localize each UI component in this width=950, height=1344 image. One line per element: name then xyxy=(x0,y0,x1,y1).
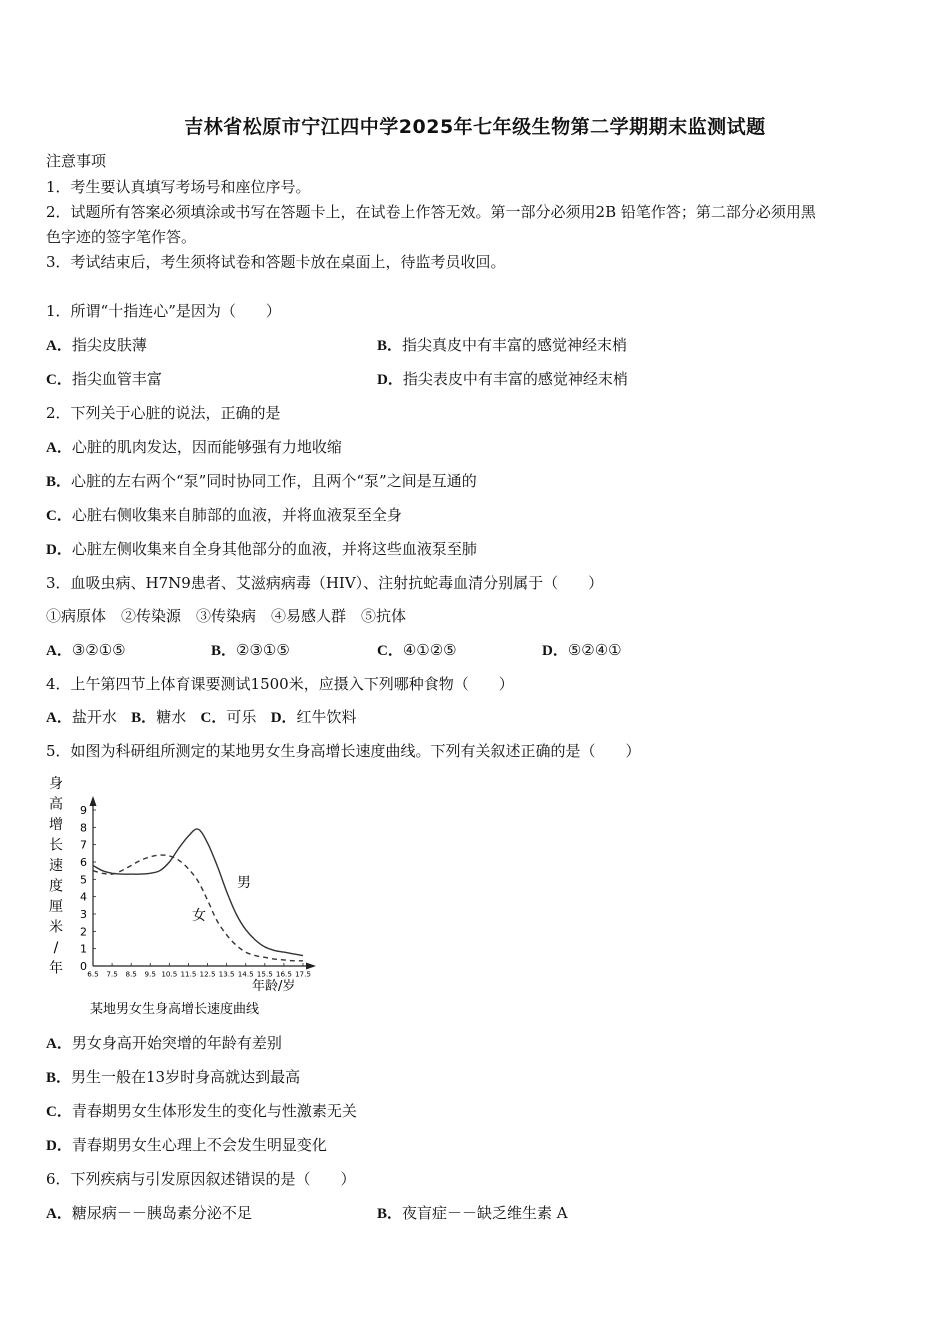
q3-option-d[interactable] xyxy=(542,640,622,661)
option-letter: D． xyxy=(46,1138,72,1154)
q1-option-c[interactable] xyxy=(46,369,162,390)
y-axis-label-char: 度 xyxy=(49,878,63,895)
option-letter: A． xyxy=(46,338,72,354)
x-tick-label: 16.5 xyxy=(275,969,292,979)
q6-option-b[interactable] xyxy=(377,1203,568,1224)
notice-item-2: 2．试题所有答案必须填涂或书写在答题卡上，在试卷上作答无效。第一部分必须用2B 铅笔作答；第二部分必须用黑 xyxy=(46,203,816,221)
x-tick-label: 7.5 xyxy=(106,969,118,979)
q2-option-b[interactable] xyxy=(46,471,477,492)
y-tick-label: 3 xyxy=(80,908,87,921)
x-tick-label: 8.5 xyxy=(125,969,137,979)
option-text: 心脏左侧收集来自全身其他部分的血液，并将这些血液泵至肺 xyxy=(71,540,477,558)
option-letter: B． xyxy=(211,643,237,659)
option-text: 指尖血管丰富 xyxy=(71,370,162,388)
q5-option-c[interactable] xyxy=(46,1101,357,1122)
option-text: 心脏右侧收集来自肺部的血液，并将血液泵至全身 xyxy=(71,506,402,524)
option-letter: D． xyxy=(46,542,72,558)
x-tick-label: 17.5 xyxy=(294,969,312,979)
q4-stem: 4．上午第四节上体育课要测试1500米，应摄入下列哪种食物（ ） xyxy=(46,675,514,693)
y-tick-label: 4 xyxy=(80,890,87,904)
q5-option-d[interactable] xyxy=(46,1135,327,1156)
y-axis-label-char: 速 xyxy=(49,858,63,874)
series-label-male: 男 xyxy=(237,875,251,891)
option-letter: C． xyxy=(377,643,403,659)
q3-option-b[interactable] xyxy=(211,640,290,661)
x-tick-label: 9.5 xyxy=(144,969,156,979)
x-tick-label: 15.5 xyxy=(256,969,273,979)
q2-option-d[interactable] xyxy=(46,539,477,560)
q2-option-c[interactable] xyxy=(46,505,402,526)
option-letter: A． xyxy=(46,440,72,456)
q1-option-a[interactable] xyxy=(46,335,147,356)
option-text: 心脏的肌肉发达，因而能够强有力地收缩 xyxy=(71,438,342,456)
x-axis-arrow xyxy=(306,963,316,970)
option-letter: C． xyxy=(46,508,72,524)
series xyxy=(93,829,303,961)
y-tick-label: 2 xyxy=(80,925,87,939)
y-axis-label-char: 厘 xyxy=(49,899,63,915)
option-text: 男女身高开始突增的年龄有差别 xyxy=(71,1034,282,1052)
option-letter: D． xyxy=(270,710,297,726)
x-ticks xyxy=(87,963,311,979)
q4-option-a[interactable] xyxy=(46,708,117,726)
x-axis-label: 年龄/岁 xyxy=(252,979,296,994)
option-text: 指尖表皮中有丰富的感觉神经末梢 xyxy=(402,370,628,388)
q3-stem: 3．血吸虫病、H7N9患者、艾滋病病毒（HIV）、注射抗蛇毒血清分别属于（ ） xyxy=(46,574,604,592)
y-axis-label-char: 米 xyxy=(49,919,63,936)
y-tick-label: 0 xyxy=(80,960,87,973)
option-letter: B． xyxy=(377,1206,403,1222)
option-text: 糖水 xyxy=(156,708,187,726)
option-text: ③②①⑤ xyxy=(71,641,126,659)
option-letter: B． xyxy=(46,1070,72,1086)
y-axis-arrow xyxy=(90,796,97,806)
q5-stem: 5．如图为科研组所测定的某地男女生身高增长速度曲线。下列有关叙述正确的是（ ） xyxy=(46,742,641,760)
q4-option-b[interactable] xyxy=(131,708,186,726)
q2-option-a[interactable] xyxy=(46,437,342,458)
y-axis-label-char: 长 xyxy=(49,837,63,854)
q4-option-c[interactable] xyxy=(201,708,257,726)
y-axis-label-char: 身 xyxy=(49,776,63,792)
q6-option-a[interactable] xyxy=(46,1203,252,1224)
notice-heading: 注意事项 xyxy=(46,152,107,170)
option-letter: B． xyxy=(46,474,72,490)
option-text: 可乐 xyxy=(226,708,257,726)
option-letter: A． xyxy=(46,1206,72,1222)
option-letter: B． xyxy=(377,338,403,354)
y-tick-label: 8 xyxy=(80,821,87,835)
series-label-female: 女 xyxy=(192,908,206,924)
option-text: 青春期男女生心理上不会发生明显变化 xyxy=(71,1136,327,1154)
q4-options xyxy=(46,707,357,728)
series-line-male xyxy=(93,829,303,956)
option-letter: A． xyxy=(46,643,72,659)
x-tick-label: 10.5 xyxy=(161,969,178,979)
option-text: 夜盲症－－缺乏维生素 A xyxy=(402,1204,568,1222)
page-title: 吉林省松原市宁江四中学2025年七年级生物第二学期期末监测试题 xyxy=(184,116,766,138)
notice-item-3: 3．考试结束后，考生须将试卷和答题卡放在桌面上，待监考员收回。 xyxy=(46,253,506,271)
x-tick-label: 6.5 xyxy=(87,969,99,979)
x-tick-label: 11.5 xyxy=(180,969,197,979)
x-tick-label: 13.5 xyxy=(218,969,235,979)
option-text: ④①②⑤ xyxy=(402,641,457,659)
y-axis-label-char: 年 xyxy=(49,960,63,977)
q3-option-a[interactable] xyxy=(46,640,126,661)
y-axis-label-char: / xyxy=(53,940,59,956)
y-axis-label-char: 高 xyxy=(49,796,63,813)
option-letter: D． xyxy=(542,643,568,659)
option-text: 指尖皮肤薄 xyxy=(71,336,147,354)
growth-chart xyxy=(40,770,330,1025)
q3-option-c[interactable] xyxy=(377,640,457,661)
option-text: 青春期男女生体形发生的变化与性激素无关 xyxy=(71,1102,357,1120)
x-tick-label: 12.5 xyxy=(199,969,216,979)
option-text: 指尖真皮中有丰富的感觉神经末梢 xyxy=(402,336,628,354)
x-tick-label: 14.5 xyxy=(237,969,254,979)
option-letter: C． xyxy=(46,1104,72,1120)
option-letter: C． xyxy=(200,710,227,726)
y-axis-label-char: 增 xyxy=(49,817,63,833)
option-text: 心脏的左右两个“泵”同时协同工作，且两个“泵”之间是互通的 xyxy=(71,472,477,490)
q1-option-d[interactable] xyxy=(377,369,628,390)
option-letter: A． xyxy=(46,710,72,726)
y-tick-label: 1 xyxy=(80,942,87,956)
q6-stem: 6．下列疾病与引发原因叙述错误的是（ ） xyxy=(46,1170,356,1188)
notice-item-1: 1．考生要认真填写考场号和座位序号。 xyxy=(46,178,311,196)
notice-item-2-cont: 色字迹的签字笔作答。 xyxy=(46,228,197,246)
q3-list: ①病原体 ②传染源 ③传染病 ④易感人群 ⑤抗体 xyxy=(46,607,407,625)
y-tick-label: 9 xyxy=(80,804,87,817)
y-axis-label xyxy=(49,776,63,977)
option-letter: D． xyxy=(377,372,403,388)
y-tick-label: 7 xyxy=(80,838,87,852)
y-tick-label: 5 xyxy=(80,873,87,887)
y-tick-label: 6 xyxy=(80,856,87,869)
option-text: ②③①⑤ xyxy=(236,641,290,659)
chart-caption: 某地男女生身高增长速度曲线 xyxy=(90,1002,260,1017)
option-text: 糖尿病－－胰岛素分泌不足 xyxy=(71,1204,252,1222)
option-letter: A． xyxy=(46,1036,72,1052)
q1-stem: 1．所谓“十指连心”是因为（ ） xyxy=(46,302,281,320)
q1-option-b[interactable] xyxy=(377,335,627,356)
option-text: 盐开水 xyxy=(71,708,117,726)
option-text: ⑤②④① xyxy=(567,641,622,659)
q5-option-b[interactable] xyxy=(46,1067,300,1088)
q5-option-a[interactable] xyxy=(46,1033,282,1054)
option-text: 红牛饮料 xyxy=(296,708,357,726)
q2-stem: 2．下列关于心脏的说法，正确的是 xyxy=(46,404,281,422)
q4-option-d[interactable] xyxy=(271,708,357,726)
option-letter: B． xyxy=(131,710,157,726)
option-text: 男生一般在13岁时身高就达到最高 xyxy=(71,1068,301,1086)
option-letter: C． xyxy=(46,372,72,388)
axes xyxy=(90,796,317,970)
